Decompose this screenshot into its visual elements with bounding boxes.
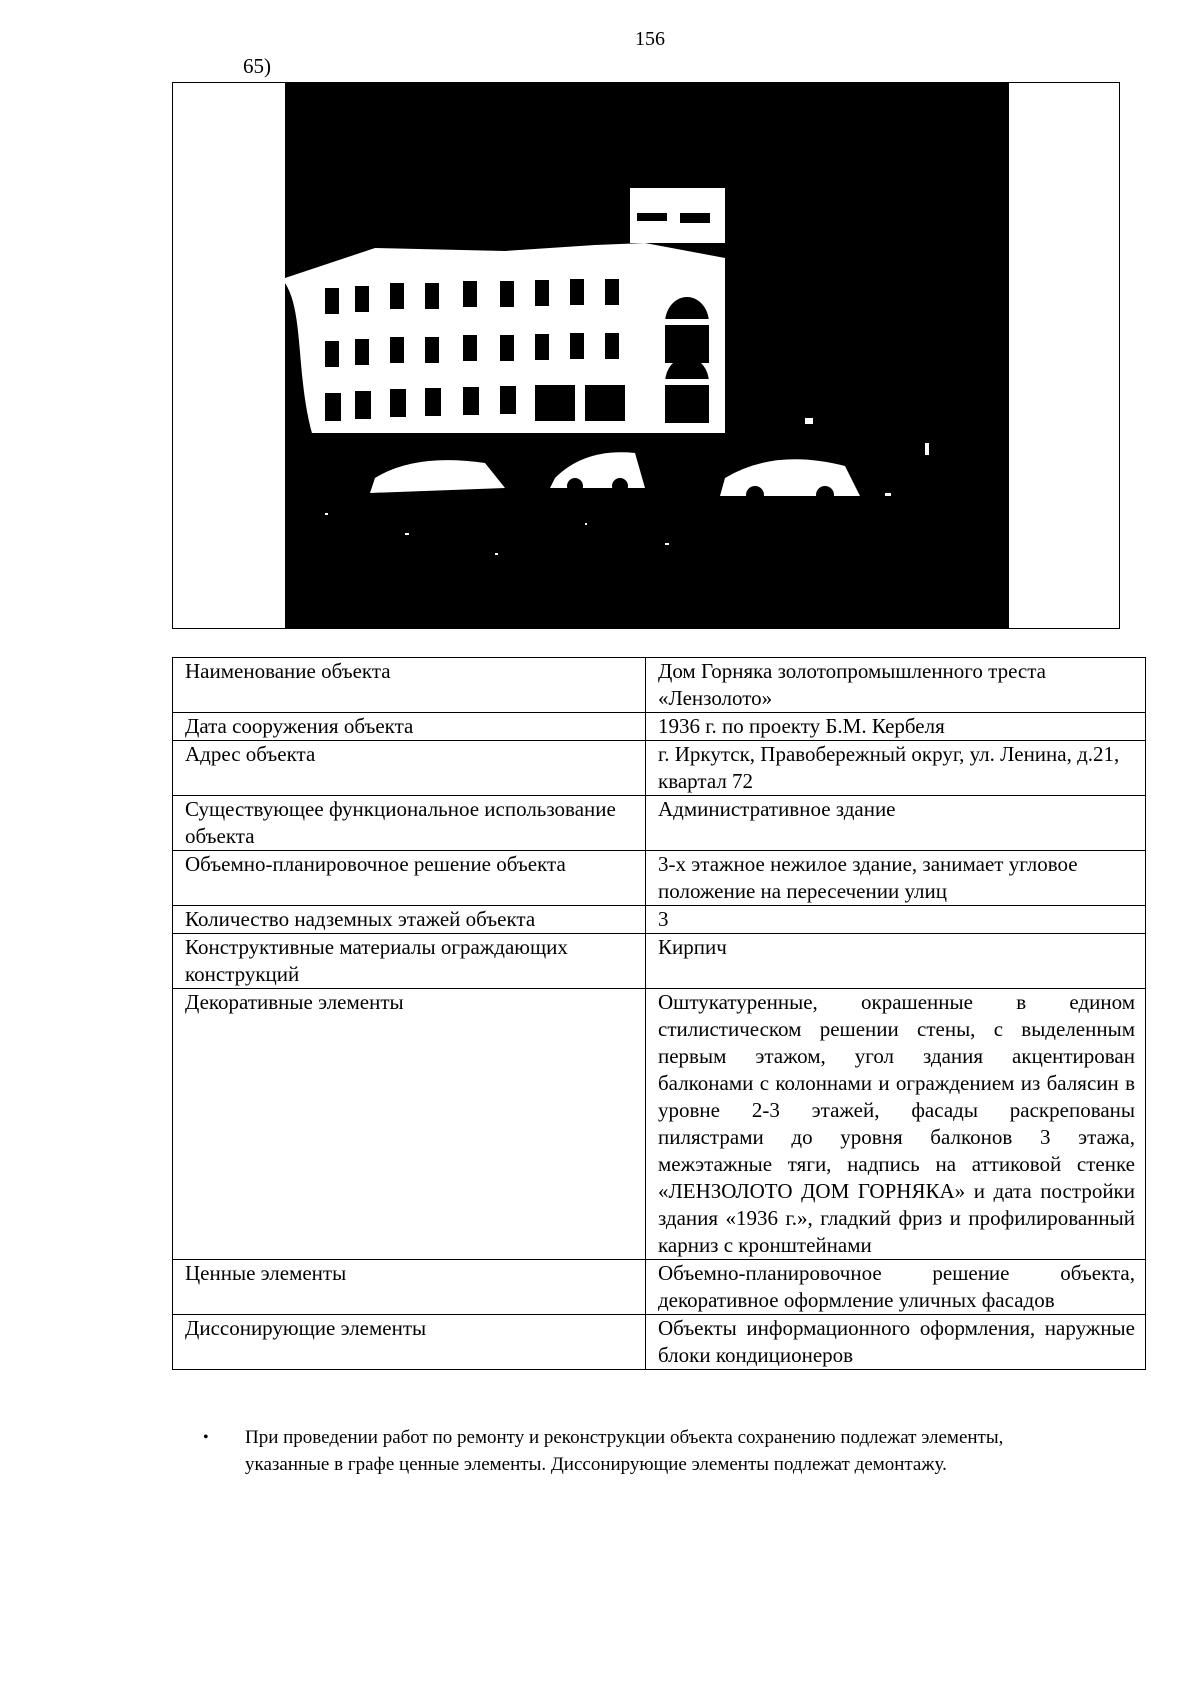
row-value: Административное здание — [646, 796, 1146, 851]
row-value: Оштукатуренные, окрашенные в едином стилистическом решении стены, с выделенным первым этажом, угол здания акцентирован балконами с колоннами и ограждением из балясин в уровне 2-3 этажей, фасады раскрепованы пилястрами до уровня балконов 3 этажа, межэтажные тяги, надпись на аттиковой стенке «ЛЕНЗОЛОТО ДОМ ГОРНЯКА» и дата постройки здания «1936 г.», гладкий фриз и профилированный карниз с кронштейнами — [646, 989, 1146, 1260]
row-label: Наименование объекта — [173, 658, 646, 713]
row-value: 1936 г. по проекту Б.М. Кербеля — [646, 713, 1146, 741]
row-label: Декоративные элементы — [173, 989, 646, 1260]
object-passport-table — [172, 657, 1146, 1370]
building-photo — [285, 83, 1009, 628]
page-number: 156 — [635, 28, 665, 50]
row-label: Конструктивные материалы ограждающих конструкций — [173, 934, 646, 989]
figure-number: 65) — [243, 54, 271, 78]
table-row — [173, 741, 1146, 796]
row-value: Дом Горняка золотопромышленного треста «Лензолото» — [646, 658, 1146, 713]
row-label: Количество надземных этажей объекта — [173, 906, 646, 934]
row-value: 3-х этажное нежилое здание, занимает угловое положение на пересечении улиц — [646, 851, 1146, 906]
table-row — [173, 851, 1146, 906]
table-row — [173, 1260, 1146, 1315]
table-row — [173, 1315, 1146, 1370]
photo-frame — [172, 82, 1120, 629]
table-row — [173, 989, 1146, 1260]
row-value: Объемно-планировочное решение объекта, декоративное оформление уличных фасадов — [646, 1260, 1146, 1315]
row-label: Объемно-планировочное решение объекта — [173, 851, 646, 906]
bullet-icon: • — [203, 1429, 209, 1446]
table-row — [173, 934, 1146, 989]
table-row — [173, 658, 1146, 713]
row-value: Кирпич — [646, 934, 1146, 989]
footnote-text: При проведении работ по ремонту и реконструкции объекта сохранению подлежат элементы, указанные в графе ценные элементы. Диссонирующие элементы подлежат демонтажу. — [245, 1427, 1004, 1475]
row-label: Ценные элементы — [173, 1260, 646, 1315]
footnote — [203, 1424, 1083, 1478]
row-value: Объекты информационного оформления, наружные блоки кондиционеров — [646, 1315, 1146, 1370]
row-label: Диссонирующие элементы — [173, 1315, 646, 1370]
row-label: Дата сооружения объекта — [173, 713, 646, 741]
table-row — [173, 906, 1146, 934]
table-row — [173, 796, 1146, 851]
row-label: Адрес объекта — [173, 741, 646, 796]
table-row — [173, 713, 1146, 741]
row-label: Существующее функциональное использование объекта — [173, 796, 646, 851]
row-value: 3 — [646, 906, 1146, 934]
row-value: г. Иркутск, Правобережный округ, ул. Ленина, д.21, квартал 72 — [646, 741, 1146, 796]
